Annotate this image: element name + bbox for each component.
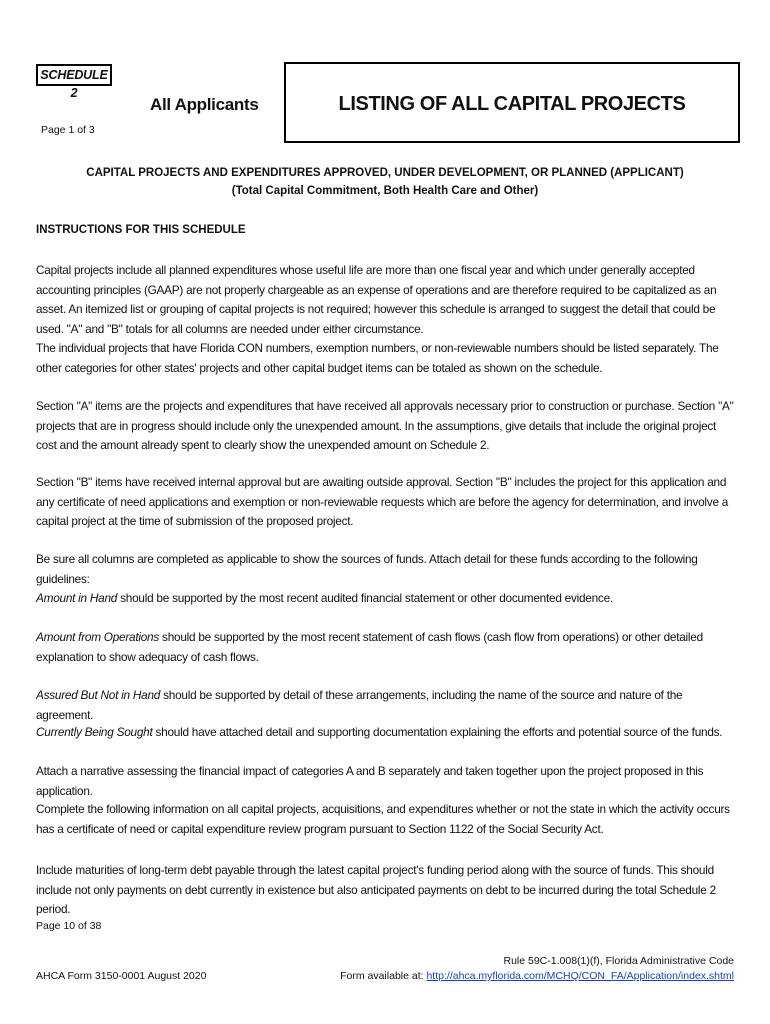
paragraph-section-b: Section "B" items have received internal approval but are awaiting outside approval. Section "B" includes the project for this application and any certificate of need applications and exemption or non-reviewable requests which are before the agency for determination, and involve a capital project at the time of submission of the proposed project. bbox=[36, 475, 729, 528]
term-amount-from-operations: Amount from Operations bbox=[36, 630, 160, 644]
title-box bbox=[284, 62, 740, 143]
paragraph-text: should be supported by the most recent statement of cash flows (cash flow from operations) or other detailed explanation to show adequacy of cash flows. bbox=[36, 630, 703, 664]
instructions-title: INSTRUCTIONS FOR THIS SCHEDULE bbox=[36, 224, 246, 236]
paragraph-sources-of-funds: Be sure all columns are completed as applicable to show the sources of funds. Attach detail for these funds according to the following guidelines: bbox=[36, 552, 698, 586]
paragraph-amount-from-operations bbox=[36, 628, 736, 667]
page-title: LISTING OF ALL CAPITAL PROJECTS bbox=[338, 93, 686, 115]
section-heading: CAPITAL PROJECTS AND EXPENDITURES APPROVED, UNDER DEVELOPMENT, OR PLANNED (APPLICANT) bbox=[86, 167, 684, 179]
paragraph-amount-in-hand bbox=[36, 589, 736, 609]
paragraph-individual-projects: The individual projects that have Florida CON numbers, exemption numbers, or non-reviewable numbers should be listed separately. The other categories for other states' projects and other capital budget items can be totaled as shown on the schedule. bbox=[36, 341, 719, 375]
paragraph-assured-not-in-hand bbox=[36, 686, 736, 725]
schedule-page-indicator: Page 1 of 3 bbox=[41, 124, 95, 136]
form-url-link[interactable]: http://ahca.myflorida.com/MCHQ/CON_FA/Application/index.shtml bbox=[426, 970, 734, 982]
term-currently-being-sought: Currently Being Sought bbox=[36, 725, 153, 739]
paragraph-long-term-debt: Include maturities of long-term debt payable through the latest capital project's funding period along with the source of funds. This should include not only payments on debt currently in existence but also anticipated payments on debt to be incurred during the total Schedule 2 period. bbox=[36, 863, 716, 916]
schedule-label-box: SCHEDULE 2 bbox=[36, 64, 112, 86]
form-identifier: AHCA Form 3150-0001 August 2020 bbox=[36, 970, 207, 982]
paragraph-text: should be supported by detail of these arrangements, including the name of the source and nature of the agreement. bbox=[36, 688, 683, 722]
document-page-number: Page 10 of 38 bbox=[36, 920, 102, 932]
paragraph-section-a: Section "A" items are the projects and expenditures that have received all approvals necessary prior to construction or purchase. Section "A" projects that are in progress should include only the unexpended amount. In the assumptions, give details that include the original project cost and the amount already spent to clearly show the unexpended amount on Schedule 2. bbox=[36, 399, 734, 452]
applicants-heading: All Applicants bbox=[150, 95, 259, 114]
paragraph-text: should have attached detail and supporting documentation explaining the efforts and potential source of the funds. bbox=[152, 725, 723, 739]
paragraph-capital-projects: Capital projects include all planned expenditures whose useful life are more than one fiscal year and which under generally accepted accounting principles (GAAP) are not properly chargeable as an expense of operations and are therefore required to be capitalized as an asset. An itemized list or grouping of capital projects is not required; however this schedule is arranged to suggest the detail that could be used. "A" and "B" totals for all columns are needed under either circumstance. bbox=[36, 263, 717, 336]
form-availability bbox=[340, 970, 734, 982]
paragraph-text: should be supported by the most recent audited financial statement or other documented evidence. bbox=[117, 591, 613, 605]
term-assured-not-in-hand: Assured But Not in Hand bbox=[36, 688, 161, 702]
paragraph-currently-being-sought bbox=[36, 723, 736, 743]
form-availability-label: Form available at: bbox=[340, 970, 427, 982]
term-amount-in-hand: Amount in Hand bbox=[36, 591, 118, 605]
paragraph-complete-info: Complete the following information on all capital projects, acquisitions, and expenditures whether or not the state in which the activity occurs has a certificate of need or capital expenditure review program pursuant to Section 1122 of the Social Security Act. bbox=[36, 802, 730, 836]
section-subheading: (Total Capital Commitment, Both Health Care and Other) bbox=[231, 185, 539, 197]
paragraph-narrative: Attach a narrative assessing the financial impact of categories A and B separately and taken together upon the project proposed in this application. bbox=[36, 764, 704, 798]
rule-citation: Rule 59C-1.008(1)(f), Florida Administrative Code bbox=[503, 955, 734, 967]
